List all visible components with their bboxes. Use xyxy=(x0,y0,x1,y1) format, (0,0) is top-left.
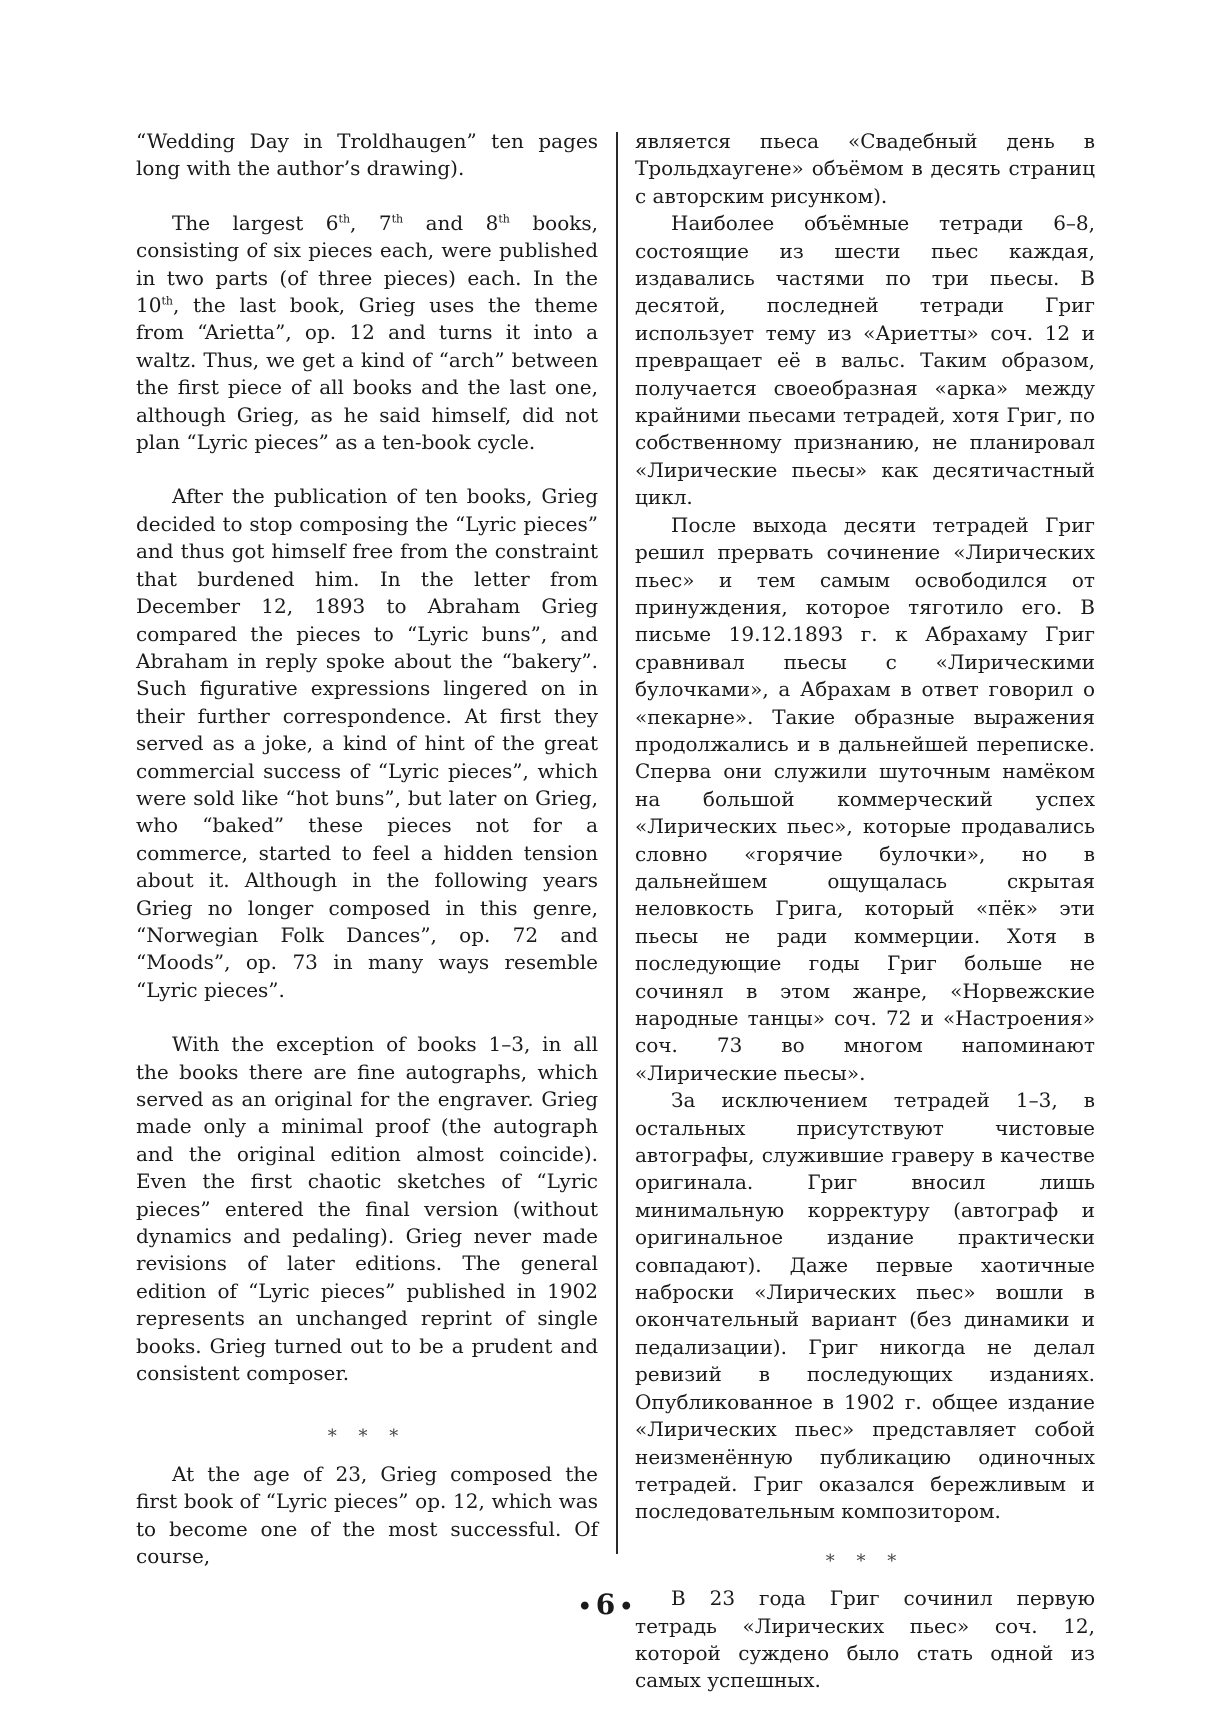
russian-paragraph-1: является пьеса «Свадебный день в Трольдхаугене» объёмом в десять страниц с авторским рисунком). xyxy=(635,129,1095,208)
page-number-value: 6 xyxy=(595,1588,616,1621)
english-paragraph-3: After the publication of ten books, Grieg decided to stop composing the “Lyric pieces” and thus got himself free from the constraint that burdened him. In the letter from December 12, 1893 to Abraham Grieg compared the pieces to “Lyric buns”, and Abraham in reply spoke about the “bakery”. Such figurative expressions lingered on in their further correspondence. At first they served as a joke, a kind of hint of the great commercial success of “Lyric pieces”, which were sold like “hot buns”, but later on Grieg, who “baked” these pieces not for a commerce, started to feel a hidden tension about it. Although in the following years Grieg no longer composed in this genre, “Norwegian Folk Dances”, op. 72 and “Moods”, op. 73 in many ways resemble “Lyric pieces”. xyxy=(136,484,598,1002)
column-divider xyxy=(616,132,618,1554)
russian-paragraph-5: В 23 года Григ сочинил первую тетрадь «Лирических пьес» соч. 12, которой суждено было стать одной из самых успешных. xyxy=(635,1586,1095,1693)
english-paragraph-2: The largest 6th, 7th and 8th books, consisting of six pieces each, were published in two parts (of three pieces) each. In the 10th, the last book, Grieg uses the theme from “Arietta”, op. 12 and turns it into a waltz. Thus, we get a kind of “arch” between the first piece of all books and the last one, although Grieg, as he said himself, did not plan “Lyric pieces” as a ten-book cycle. xyxy=(136,210,598,455)
section-separator: * * * xyxy=(327,1426,407,1448)
section-separator: * * * xyxy=(825,1550,905,1572)
english-paragraph-5: At the age of 23, Grieg composed the first book of “Lyric pieces” op. 12, which was to become one of the most successful. Of course, xyxy=(136,1461,598,1569)
english-paragraph-4: With the exception of books 1–3, in all the books there are fine autographs, which served as an original for the engraver. Grieg made only a minimal proof (the autograph and the original edition almost coincide). Even the first chaotic sketches of “Lyric pieces” entered the final version (without dynamics and pedaling). Grieg never made revisions of later editions. The general edition of “Lyric pieces” published in 1902 represents an unchanged reprint of single books. Grieg turned out to be a prudent and consistent composer. xyxy=(136,1032,598,1386)
russian-paragraph-3: После выхода десяти тетрадей Григ решил прервать сочинение «Лирических пьес» и тем самым освободился от принуждения, которое тяготило его. В письме 19.12.1893 г. к Абрахаму Григ сравнивал пьесы с «Лирическими булочками», а Абрахам в ответ говорил о «пекарне». Такие образные выражения продолжались и в дальнейшей переписке. Сперва они служили шуточным намёком на большой коммерческий успех «Лирических пьес», которые продавались словно «горячие булочки», но в дальнейшем ощущалась скрытая неловкость Грига, который «пёк» эти пьесы не ради коммерции. Хотя в последующие годы Григ больше не сочинял в этом жанре, «Норвежские народные танцы» соч. 72 и «Настроения» соч. 73 во многом напоминают «Лирические пьесы». xyxy=(635,512,1095,1085)
russian-column xyxy=(635,128,1095,1695)
bullet-icon: • xyxy=(577,1593,592,1620)
english-column xyxy=(136,128,598,1571)
russian-paragraph-4: За исключением тетрадей 1–3, в остальных присутствуют чистовые автографы, служившие граверу в качестве оригинала. Григ вносил лишь минимальную корректуру (автограф и оригинальное издание практически совпадают). Даже первые хаотичные наброски «Лирических пьес» вошли в окончательный вариант (без динамики и педализации). Григ никогда не делал ревизий в последующих изданиях. Опубликованное в 1902 г. общее издание «Лирических пьес» представляет собой неизменённую публикацию одиночных тетрадей. Григ оказался бережливым и последовательным композитором. xyxy=(635,1088,1095,1524)
english-paragraph-1: “Wedding Day in Troldhaugen” ten pages long with the author’s drawing). xyxy=(136,129,598,181)
russian-paragraph-2: Наиболее объёмные тетради 6–8, состоящие из шести пьес каждая, издавались частями по три пьесы. В десятой, последней тетради Григ использует тему из «Ариетты» соч. 12 и превращает её в вальс. Таким образом, получается своеобразная «арка» между крайними пьесами тетрадей, хотя Григ, по собственному признанию, не планировал «Лирические пьесы» как десятичастный цикл. xyxy=(635,211,1095,510)
page-number xyxy=(0,1588,1211,1621)
bullet-icon: • xyxy=(619,1593,634,1620)
